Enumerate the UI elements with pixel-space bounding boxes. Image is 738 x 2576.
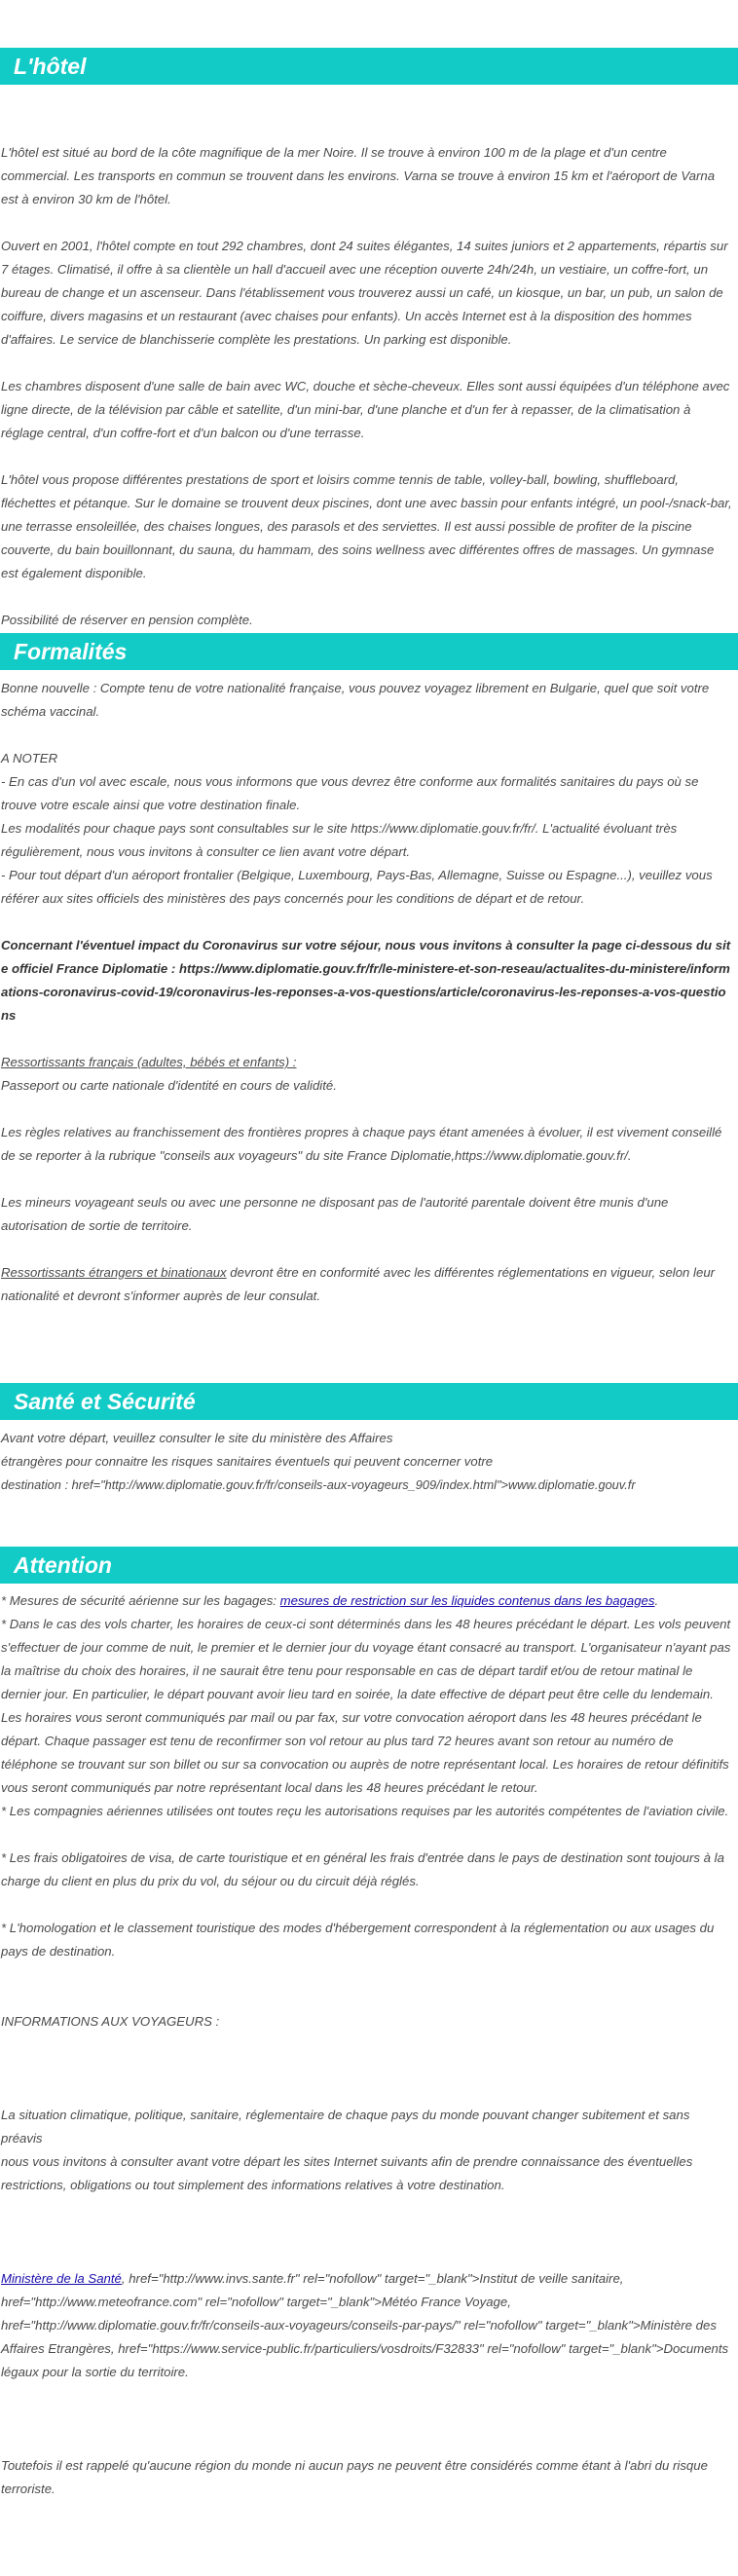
formalites-section	[0, 633, 738, 1303]
terrorisme-paragraph: Toutefois il est rappelé qu'aucune région du monde ni aucun pays ne peuvent être considérés comme étant à l'abri du risque terroriste.	[1, 2458, 708, 2496]
liquides-restriction-link[interactable]: mesures de restriction sur les liquides contenus dans les bagages	[279, 1593, 655, 1608]
bagages-paragraph	[1, 1589, 733, 1613]
sante-title: Santé et Sécurité	[14, 1388, 196, 1414]
sante-line: étrangères pour connaitre les risques sanitaires éventuels qui peuvent concerner votre	[1, 1454, 494, 1469]
regles-paragraph: Les règles relatives au franchissement des frontières propres à chaque pays étant amenées à évoluer, il est vivement conseillé de se reporter à la rubrique "conseils aux voyageurs" du site France Diplomatie,https://www.diplomatie.gouv.fr/.	[1, 1125, 722, 1163]
ressortissants-francais-text: Passeport ou carte nationale d'identité en cours de validité.	[1, 1078, 337, 1093]
note-item: - Pour tout départ d'un aéroport frontalier (Belgique, Luxembourg, Pays-Bas, Allemagne, Suisse ou Espagne...), veuillez vous référer aux sites officiels des ministères des pays concernés pour les conditions de départ et de retour.	[1, 868, 713, 906]
situation-line: La situation climatique, politique, sanitaire, réglementaire de chaque pays du monde pouvant changer subitement et sans préavis	[1, 2108, 690, 2146]
attention-section	[0, 1547, 738, 2496]
formalites-title: Formalités	[14, 638, 128, 664]
ministere-sante-link[interactable]: Ministère de la Santé	[1, 2271, 122, 2286]
hotel-section	[0, 48, 738, 627]
attention-body	[1, 1589, 733, 2501]
hotel-paragraph: Ouvert en 2001, l'hôtel compte en tout 292 chambres, dont 24 suites élégantes, 14 suites juniors et 2 appartements, répartis sur 7 étages. Climatisé, il offre à sa clientèle un hall d'accueil avec une réception ouverte 24h/24h, un vestiaire, un coffre-fort, un bureau de change et un ascenseur. Dans l'établissement vous trouverez aussi un café, un kiosque, un bar, un pub, un salon de coiffure, divers magasins et un restaurant (avec chaises pour enfants). Un accès Internet est à la disposition des hommes d'affaires. Le service de blanchisserie complète les prestations. Un parking est disponible.	[1, 239, 728, 347]
coronavirus-notice: Concernant l'éventuel impact du Coronavirus sur votre séjour, nous vous invitons à consulter la page ci-dessous du site officiel France Diplomatie : https://www.diplomatie.gouv.fr/fr/le-ministere-et-son-reseau/actualites-du-ministere/informations-coronavirus-covid-19/coronavirus-les-reponses-a-vos-questions/article/coronavirus-les-reponses-a-vos-questions	[1, 938, 731, 1023]
ministere-rest: , href="http://www.invs.sante.fr" rel="nofollow" target="_blank">Institut de veille sanitaire, href="http://www.meteofrance.com" rel="nofollow" target="_blank">Météo France Voyage, href="http://www.diplomatie.gouv.fr/fr/conseils-aux-voyageurs/conseils-par-pays/" rel="nofollow" target="_blank">Ministère des Affaires Etrangères, href="https://www.service-public.fr/particuliers/vosdroits/F32833" rel="nofollow" target="_blank">Documents légaux pour la sortie du territoire.	[1, 2271, 729, 2379]
sante-body	[1, 1427, 733, 1497]
mineurs-paragraph: Les mineurs voyageant seuls ou avec une personne ne disposant pas de l'autorité parentale doivent être munis d'une autorisation de sortie de territoire.	[1, 1195, 669, 1233]
sante-line: destination : href="http://www.diplomatie.gouv.fr/fr/conseils-aux-voyageurs_909/index.html">www.diplomatie.gouv.fr	[1, 1477, 636, 1492]
sante-line: Avant votre départ, veuillez consulter le site du ministère des Affaires	[1, 1431, 393, 1445]
hotel-header	[0, 48, 738, 85]
hotel-paragraph: L'hôtel est situé au bord de la côte magnifique de la mer Noire. Il se trouve à environ 100 m de la plage et d'un centre commercial. Les transports en commun se trouvent dans les environs. Varna se trouve à environ 15 km et l'aéroport de Varna est à environ 30 km de l'hôtel.	[1, 145, 716, 206]
ministere-paragraph	[1, 2267, 733, 2384]
attention-title: Attention	[14, 1551, 112, 1578]
hotel-paragraph: L'hôtel vous propose différentes prestations de sport et loisirs comme tennis de table, volley-ball, bowling, shuffleboard, fléchettes et pétanque. Sur le domaine se trouvent deux piscines, dont une avec bassin pour enfants intégré, un pool-/snack-bar, une terrasse ensoleillée, des chaises longues, des parasols et des serviettes. Il est aussi possible de profiter de la piscine couverte, du bain bouillonnant, du sauna, du hammam, des soins wellness avec différentes offres de massages. Un gymnase est également disponible.	[1, 472, 732, 580]
hotel-paragraph: Les chambres disposent d'une salle de bain avec WC, douche et sèche-cheveux. Elles sont aussi équipées d'un téléphone avec ligne directe, de la télévision par câble et satellite, d'un mini-bar, d'une planche et d'un fer à repasser, de la climatisation à réglage central, d'un coffre-fort et d'un balcon ou d'une terrasse.	[1, 379, 730, 440]
frais-paragraph: * Les frais obligatoires de visa, de carte touristique et en général les frais d'entrée dans le pays de destination sont toujours à la charge du client en plus du prix du vol, du séjour ou du circuit déjà réglés.	[1, 1850, 724, 1888]
hotel-paragraph: Possibilité de réserver en pension complète.	[1, 613, 253, 627]
note-item: Les modalités pour chaque pays sont consultables sur le site https://www.diplomatie.gouv.fr/fr/. L'actualité évoluant très régulièrement, nous vous invitons à consulter ce lien avant votre départ.	[1, 821, 678, 859]
formalites-body	[1, 677, 733, 1308]
compagnies-paragraph: * Les compagnies aériennes utilisées ont toutes reçu les autorisations requises par les autorités compétentes de l'aviation civile.	[1, 1804, 729, 1818]
bagages-prefix: * Mesures de sécurité aérienne sur les bagages:	[1, 1593, 280, 1608]
ressortissants-etrangers-paragraph	[1, 1261, 733, 1308]
attention-header	[0, 1547, 738, 1584]
hotel-body	[1, 141, 733, 632]
sante-section	[0, 1383, 738, 1492]
homologation-paragraph: * L'homologation et le classement touristique des modes d'hébergement correspondent à la réglementation ou aux usages du pays de destination.	[1, 1921, 715, 1959]
bagages-suffix: .	[654, 1593, 659, 1608]
formalites-paragraph: Bonne nouvelle : Compte tenu de votre nationalité française, vous pouvez voyagez librement en Bulgarie, quel que soit votre schéma vaccinal.	[1, 681, 710, 719]
hotel-title: L'hôtel	[14, 53, 87, 79]
note-heading: A NOTER	[1, 751, 58, 765]
situation-line: nous vous invitons à consulter avant votre départ les sites Internet suivants afin de prendre connaissance des éventuelles restrictions, obligations ou tout simplement des informations relatives à votre destination.	[1, 2154, 693, 2192]
informations-heading: INFORMATIONS AUX VOYAGEURS :	[1, 2014, 220, 2029]
charter-paragraph: * Dans le cas des vols charter, les horaires de ceux-ci sont déterminés dans les 48 heures précédant le départ. Les vols peuvent s'effectuer de jour comme de nuit, le premier et le dernier jour du voyage étant consacré au transport. L'organisateur n'ayant pas la maîtrise du choix des horaires, il ne saurait être tenu pour responsable en cas de départ tardif et/ou de retour matinal le dernier jour. En particulier, le départ pouvant avoir lieu tard en soirée, la date effective de départ peut être celle du lendemain. Les horaires vous seront communiqués par mail ou par fax, sur votre convocation aéroport dans les 48 heures précédant le départ. Chaque passager est tenu de reconfirmer son vol retour au plus tard 72 heures avant son retour au numéro de téléphone se trouvant sur son billet ou sur sa convocation ou auprès de notre représentant local. Les horaires de retour définitifs vous seront communiqués par notre représentant local dans les 48 heures précédant le retour.	[1, 1617, 731, 1795]
note-item: - En cas d'un vol avec escale, nous vous informons que vous devrez être conforme aux formalités sanitaires du pays où se trouve votre escale ainsi que votre destination finale.	[1, 774, 699, 812]
ressortissants-francais-label: Ressortissants français (adultes, bébés et enfants) :	[1, 1055, 297, 1069]
ressortissants-etrangers-label: Ressortissants étrangers et binationaux	[1, 1265, 227, 1280]
ressortissants-etrangers-text: devront être en conformité avec les différentes réglementations en vigueur, selon leur nationalité et devront s'informer auprès de leur consulat.	[1, 1265, 716, 1303]
sante-header	[0, 1383, 738, 1420]
formalites-header	[0, 633, 738, 670]
